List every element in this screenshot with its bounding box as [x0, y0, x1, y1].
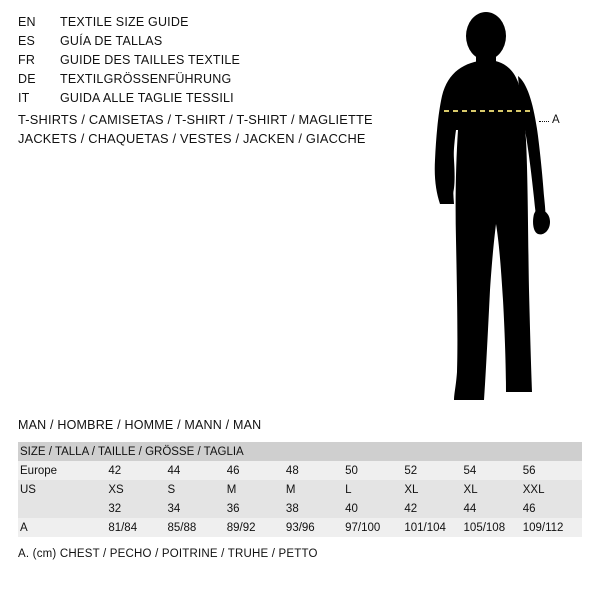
cell: 32: [108, 502, 122, 515]
cell: 89/92: [226, 521, 256, 534]
table-row: [18, 518, 582, 537]
row-label: Europe: [20, 464, 58, 477]
language-code: DE: [18, 72, 36, 86]
cell: 42: [108, 464, 122, 477]
cell: 109/112: [522, 521, 564, 534]
row-label: US: [20, 483, 36, 496]
cell: 52: [404, 464, 418, 477]
category-tshirts: T-SHIRTS / CAMISETAS / T-SHIRT / T-SHIRT / MAGLIETTE: [18, 112, 373, 127]
cell: 85/88: [167, 521, 197, 534]
cell: 97/100: [345, 521, 381, 534]
cell: L: [345, 483, 352, 496]
cell: XL: [404, 483, 419, 496]
measure-label-a: A: [552, 114, 560, 126]
language-code: ES: [18, 34, 36, 48]
table-header-row: [18, 442, 582, 461]
cell: XS: [108, 483, 124, 496]
cell: 105/108: [463, 521, 506, 534]
table-row: [18, 461, 582, 480]
language-title: TEXTILE SIZE GUIDE: [60, 15, 189, 29]
cell: 48: [285, 464, 299, 477]
table-header-label: SIZE / TALLA / TAILLE / GRÖSSE / TAGLIA: [20, 445, 244, 458]
cell: 81/84: [108, 521, 138, 534]
language-row: [18, 53, 378, 72]
table-row: [18, 480, 582, 499]
cell: 36: [226, 502, 240, 515]
language-title: TEXTILGRÖSSENFÜHRUNG: [60, 72, 232, 86]
footnote: A. (cm) CHEST / PECHO / POITRINE / TRUHE / PETTO: [18, 548, 318, 560]
category-jackets: JACKETS / CHAQUETAS / VESTES / JACKEN / GIACCHE: [18, 131, 366, 146]
language-title: GUÍA DE TALLAS: [60, 34, 163, 48]
cell: 54: [463, 464, 477, 477]
cell: 46: [226, 464, 240, 477]
size-table: [18, 442, 582, 537]
male-silhouette-figure: [400, 10, 600, 410]
cell: 46: [522, 502, 536, 515]
category-list: [18, 110, 418, 148]
cell: 34: [167, 502, 181, 515]
row-label: A: [20, 521, 28, 534]
language-code: EN: [18, 15, 36, 29]
cell: M: [226, 483, 237, 496]
cell: 93/96: [285, 521, 315, 534]
cell: XL: [463, 483, 478, 496]
language-code: FR: [18, 53, 36, 67]
cell: 50: [345, 464, 358, 477]
measure-leader-line: [539, 121, 549, 122]
language-code: IT: [18, 91, 30, 105]
cell: 44: [167, 464, 181, 477]
language-list: [18, 15, 378, 110]
language-title: GUIDA ALLE TAGLIE TESSILI: [60, 91, 234, 105]
cell: 101/104: [404, 521, 446, 534]
language-row: [18, 15, 378, 34]
cell: 38: [285, 502, 299, 515]
language-row: [18, 72, 378, 91]
table-row: [18, 499, 582, 518]
cell: 56: [522, 464, 536, 477]
cell: M: [285, 483, 296, 496]
cell: 44: [463, 502, 477, 515]
language-row: [18, 34, 378, 53]
cell: S: [167, 483, 176, 496]
cell: XXL: [522, 483, 545, 496]
row-label: [18, 499, 108, 518]
language-title: GUIDE DES TAILLES TEXTILE: [60, 53, 241, 67]
cell: 42: [404, 502, 418, 515]
gender-heading: MAN / HOMBRE / HOMME / MANN / MAN: [18, 418, 262, 432]
silhouette-icon: [400, 10, 600, 410]
cell: 40: [345, 502, 358, 515]
language-row: [18, 91, 378, 110]
